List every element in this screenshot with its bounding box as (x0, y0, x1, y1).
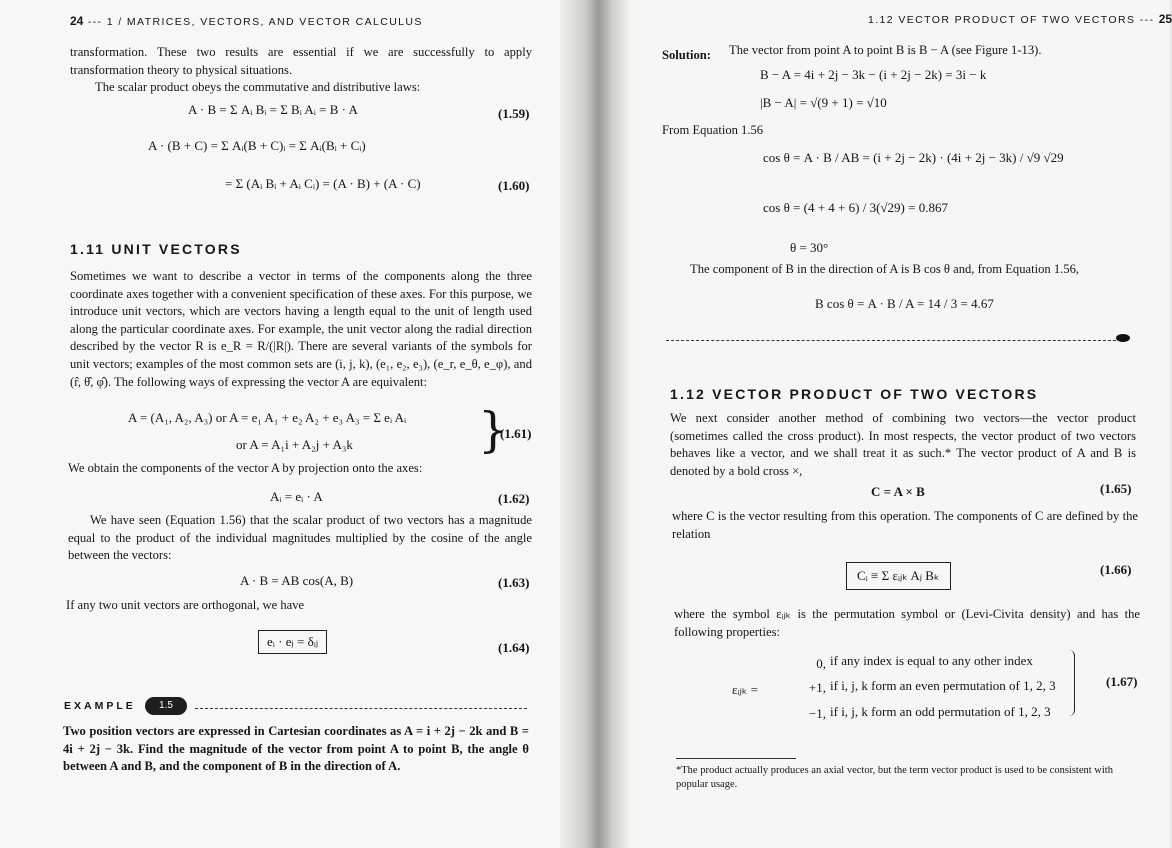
section-1-11-paragraph: Sometimes we want to describe a vector in terms of the components along the three coordinate axes together with a convenient specification of these axes. For this purpose, we introduce unit vectors, which are vectors having a length equal to the unit of length used along the particular coordinate axes. For example, the unit vector along the radial direction described by the vector R is e_R = R/(|R|). There are several variants of the symbols for unit vectors; examples of the most common sets are (i, j, k), (e₁, e₂, e₃), (e_r, e_θ, e_φ), and (r̂, θ̂, φ̂). The following ways of expressing the vector A are equivalent: (70, 269, 532, 389)
intro-text: transformation. These two results are essential if we are successfully to apply transformation theory to physical situations. (70, 45, 532, 77)
epsilon-label: εᵢⱼₖ = (732, 682, 758, 697)
equation-1-61-line1: A = (A₁, A₂, A₃) or A = e₁ A₁ + e₂ A₂ + e₃ A₃ = Σ eᵢ Aᵢ (128, 410, 407, 425)
book-gutter (560, 0, 630, 848)
where-c-text: where C is the vector resulting from this operation. The components of C are defined by the relation (672, 509, 1138, 541)
epsilon-case-0: if any index is equal to any other index (830, 653, 1033, 668)
component-text: The component of B in the direction of A is B cos θ and, from Equation 1.56, (690, 262, 1080, 276)
orthogonal-text: If any two unit vectors are orthogonal, we have (66, 598, 305, 612)
equation-1-62: Aᵢ = eᵢ · A (270, 489, 323, 504)
equation-number-1-59: (1.59) (498, 106, 530, 121)
seen-text: We have seen (Equation 1.56) that the scalar product of two vectors has a magnitude equal to the product of the individual magnitudes multiplied by the cosine of the angle between the vectors: (68, 513, 532, 563)
example-rule (195, 708, 527, 709)
from-equation-text: From Equation 1.56 (662, 123, 764, 137)
example-number-badge: 1.5 (145, 697, 187, 715)
equation-number-1-63: (1.63) (498, 575, 530, 590)
footnote-text: *The product actually produces an axial vector, but the term vector product is used to be consistent with popular usage. (676, 765, 1113, 790)
left-running-head (70, 14, 423, 28)
epsilon-case-plus-1: if i, j, k form an even permutation of 1, 2, 3 (830, 678, 1056, 693)
example-problem-text: Two position vectors are expressed in Cartesian coordinates as A = i + 2j − 2k and B = 4i + 2j − 3k. Find the magnitude of the vector from point A to point B, the angle θ between A and B, and the component of B in the direction of A. (63, 724, 529, 774)
equation-1-61-line2: or A = A₁i + A₂j + A₃k (236, 437, 353, 452)
right-page (630, 0, 1170, 848)
equation-number-1-65: (1.65) (1100, 481, 1132, 496)
equation-number-1-66: (1.66) (1100, 562, 1132, 577)
equation-1-64-box: eᵢ · eⱼ = δᵢⱼ (258, 630, 327, 654)
components-text: We obtain the components of the vector A by projection onto the axes: (68, 461, 423, 475)
equation-number-1-61: (1.61) (500, 426, 532, 441)
cos-equation-1: cos θ = A · B / AB = (i + 2j − 2k) · (4i + 2j − 3k) / √9 √29 (763, 150, 1064, 165)
permutation-text: where the symbol εᵢⱼₖ is the permutation symbol or (Levi-Civita density) and has the following properties: (674, 607, 1140, 639)
section-heading-1-11: 1.11 UNIT VECTORS (70, 241, 242, 257)
footnote-rule (676, 758, 796, 759)
equation-1-61-brace: } (478, 402, 509, 458)
section-heading-1-12: 1.12 VECTOR PRODUCT OF TWO VECTORS (670, 386, 1039, 402)
equation-1-60-line1: A · (B + C) = Σ Aᵢ(B + C)ᵢ = Σ Aᵢ(Bᵢ + Cᵢ) (148, 138, 366, 153)
equation-1-59: A · B = Σ Aᵢ Bᵢ = Σ Bᵢ Aᵢ = B · A (188, 102, 358, 117)
laws-text: The scalar product obeys the commutative and distributive laws: (95, 80, 421, 94)
epsilon-value-minus-1: −1, (808, 706, 826, 721)
equation-number-1-62: (1.62) (498, 491, 530, 506)
left-page-number: 24 (70, 14, 84, 28)
solution-label: Solution: (662, 48, 711, 62)
epsilon-value-plus-1: +1, (808, 680, 826, 695)
section-1-12-paragraph: We next consider another method of combining two vectors—the vector product (sometimes called the cross product). In most respects, the vector product of two vectors behaves like a vector, and we shall treat it as such.* The vector product of A and B is denoted by a bold cross ×, (670, 411, 1136, 478)
equation-1-66-box: Cᵢ ≡ Σ εᵢⱼₖ Aⱼ Bₖ (846, 562, 951, 590)
solution-text: The vector from point A to point B is B − A (see Figure 1-13). (729, 43, 1042, 57)
solution-equation-1: B − A = 4i + 2j − 3k − (i + 2j − 2k) = 3i − k (760, 67, 987, 82)
solution-equation-2: |B − A| = √(9 + 1) = √10 (760, 95, 887, 110)
equation-1-60-line2: = Σ (Aᵢ Bᵢ + Aᵢ Cᵢ) = (A · B) + (A · C) (225, 176, 421, 191)
equation-1-63: A · B = AB cos(A, B) (240, 573, 354, 588)
b-cos-equation: B cos θ = A · B / A = 14 / 3 = 4.67 (815, 296, 994, 311)
equation-1-65: C = A × B (871, 484, 925, 499)
equation-number-1-64: (1.64) (498, 640, 530, 655)
epsilon-value-0: 0, (816, 656, 826, 671)
equation-number-1-60: (1.60) (498, 178, 530, 193)
cos-equation-2: cos θ = (4 + 4 + 6) / 3(√29) = 0.867 (763, 200, 948, 215)
theta-equation: θ = 30° (790, 240, 829, 255)
right-section-title: 1.12 VECTOR PRODUCT OF TWO VECTORS --- (868, 14, 1155, 26)
equation-1-67-brace (1068, 650, 1075, 716)
left-chapter-title: --- 1 / MATRICES, VECTORS, AND VECTOR CALCULUS (87, 16, 423, 28)
right-page-number: 25 (1158, 12, 1172, 26)
equation-number-1-67: (1.67) (1106, 674, 1138, 689)
epsilon-case-minus-1: if i, j, k form an odd permutation of 1, 2, 3 (830, 704, 1051, 719)
left-page (0, 0, 560, 848)
right-running-head (868, 12, 1172, 26)
example-end-rule (666, 340, 1116, 341)
example-end-marker (1116, 334, 1130, 342)
example-label: EXAMPLE (64, 700, 136, 712)
